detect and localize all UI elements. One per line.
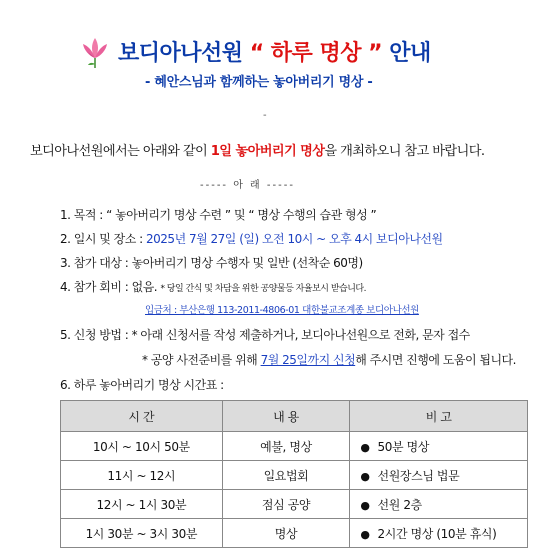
title-suffix: 안내 (389, 41, 431, 66)
row-time: 10시 ~ 10시 50분 (61, 432, 223, 461)
row-time: 11시 ~ 12시 (61, 461, 223, 490)
dash-mark: - (263, 110, 267, 121)
section-separator: ----- 아 래 ----- (200, 180, 295, 191)
header-time: 시 간 (61, 401, 223, 432)
row-content: 명상 (222, 519, 350, 548)
intro-sentence (30, 140, 484, 159)
table-row (61, 490, 528, 519)
account-info: 입금처 : 부산은행 113-2011-4806-01 대한불교조계종 보디아나선원 (145, 305, 419, 316)
schedule-table (60, 400, 528, 548)
fee-note: * 당일 간식 및 차담을 위한 공양물등 자율보시 받습니다. (160, 284, 366, 294)
row-content: 일요법회 (222, 461, 350, 490)
row-note (350, 432, 528, 461)
table-row (61, 432, 528, 461)
item-datetime (60, 230, 443, 247)
apply-note-before: * 공양 사전준비를 위해 (142, 353, 261, 367)
row-note (350, 490, 528, 519)
fee-label: 4. 참가 회비 : 없음. (60, 280, 161, 294)
header-content: 내 용 (222, 401, 350, 432)
lotus-flower-icon (80, 34, 110, 70)
intro-text-after: 을 개최하오니 참고 바랍니다. (324, 144, 485, 159)
bullet-icon: ● (360, 469, 370, 483)
apply-note (142, 351, 516, 368)
row-time: 12시 ~ 1시 30분 (61, 490, 223, 519)
item-target: 3. 참가 대상 : 놓아버리기 명상 수행자 및 일반 (선착순 60명) (60, 256, 363, 270)
row-time: 1시 30분 ~ 3시 30분 (61, 519, 223, 548)
item-apply: 5. 신청 방법 : * 아래 신청서를 작성 제출하거나, 보디아나선원으로 전화, 문자 접수 (60, 328, 470, 342)
title-event-name: “ 하루 명상 ” (249, 41, 383, 66)
row-note (350, 519, 528, 548)
item-purpose: 1. 목적 : “ 놓아버리기 명상 수련 ” 및 “ 명상 수행의 습관 형성 ” (60, 208, 377, 222)
header-note: 비 고 (350, 401, 528, 432)
bullet-icon: ● (360, 527, 370, 541)
row-content: 예불, 명상 (222, 432, 350, 461)
datetime-value: 2025년 7월 27일 (일) 오전 10시 ~ 오후 4시 보디아나선원 (146, 232, 443, 246)
subtitle: - 혜안스님과 함께하는 놓아버리기 명상 - (145, 75, 373, 90)
row-note-text: 50분 명상 (377, 439, 430, 454)
intro-text-before: 보디아나선원에서는 아래와 같이 (30, 144, 211, 159)
row-content: 점심 공양 (222, 490, 350, 519)
apply-note-deadline: 7월 25일까지 신청 (260, 353, 356, 367)
intro-highlight: 1일 놓아버리기 명상 (210, 144, 325, 159)
item-schedule-title: 6. 하루 놓아버리기 명상 시간표 : (60, 378, 224, 392)
row-note-text: 선원 2층 (377, 497, 422, 512)
bullet-icon: ● (360, 498, 370, 512)
datetime-label: 2. 일시 및 장소 : (60, 232, 147, 246)
row-note-text: 2시간 명상 (10분 휴식) (377, 526, 497, 541)
row-note-text: 선원장스님 법문 (377, 468, 460, 483)
row-note (350, 461, 528, 490)
page-title (118, 36, 431, 67)
table-row (61, 461, 528, 490)
table-row (61, 519, 528, 548)
apply-note-after: 해 주시면 진행에 도움이 됩니다. (355, 353, 516, 367)
title-center-name: 보디아나선원 (118, 41, 243, 66)
bullet-icon: ● (360, 440, 370, 454)
schedule-header-row (61, 401, 528, 432)
item-fee (60, 278, 366, 295)
